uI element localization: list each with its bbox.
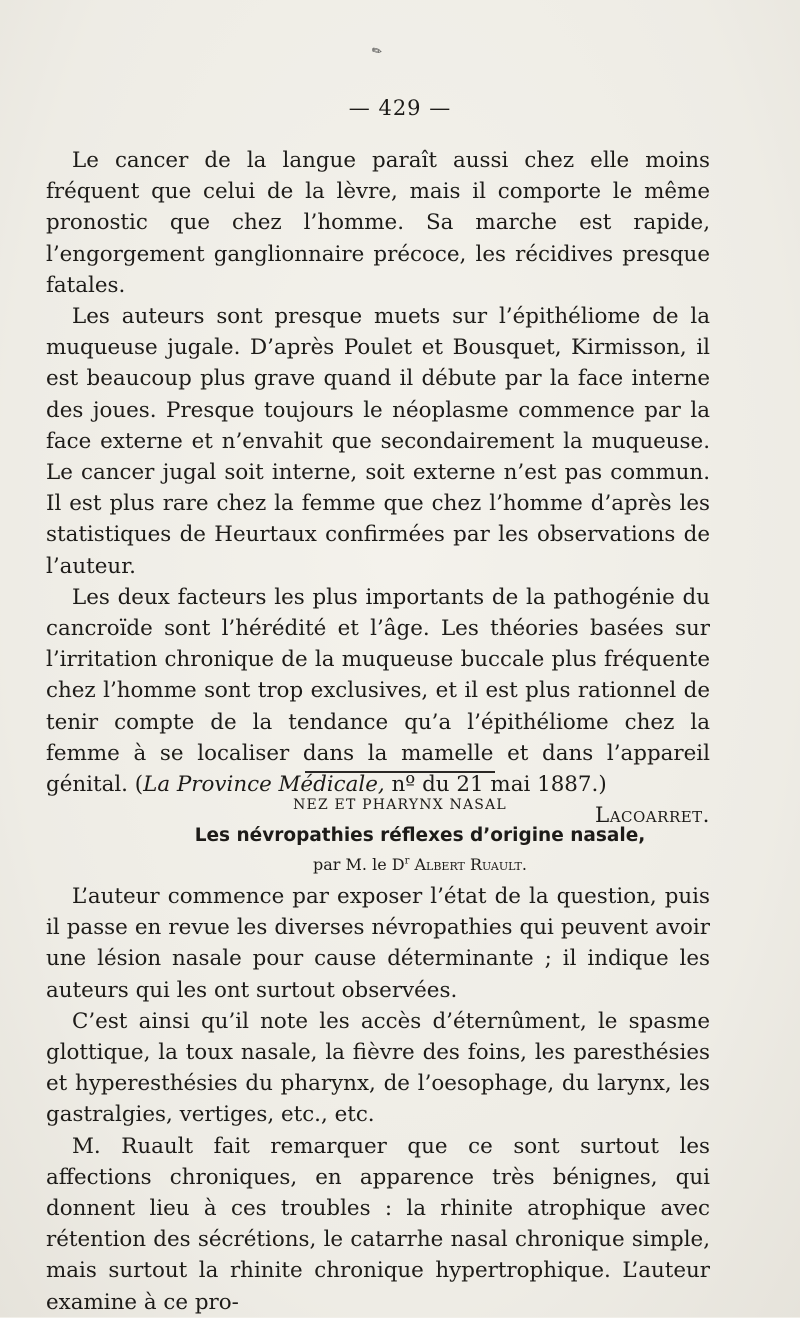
byline-prefix: par M. le D	[313, 855, 405, 874]
paragraph-muqueuse-jugale: Les auteurs sont presque muets sur l’épithéliome de la muqueuse jugale. D’après Poulet et Bousquet, Kirmisson, il est beaucoup plus grave quand il débute par la face interne des joues. Presque toujours le néoplasme commence par la face externe et n’envahit que secondairement la muqueuse. Le cancer jugal soit interne, soit externe n’est pas commun. Il est plus rare chez la femme que chez l’homme d’après les statistiques de Heurtaux confirmées par les observations de l’auteur.	[46, 304, 710, 579]
paragraph-auteur-expose: L’auteur commence par exposer l’état de la question, puis il passe en revue les diverses névropathies qui peuvent avoir une lésion nasale pour cause déterminante ; il indique les auteurs qui les ont surtout observées.	[46, 884, 710, 1003]
paragraph-pathogenie	[46, 582, 710, 832]
article-body-top	[46, 145, 710, 831]
citation-date: nº du 21 mai 1887.)	[391, 772, 607, 798]
citation-open: (	[134, 772, 144, 798]
article-body-bottom	[46, 881, 710, 1318]
paragraph-ruault: M. Ruault fait remarquer que ce sont surtout les affections chroniques, en apparence très bénignes, qui donnent lieu à ces troubles : la rhinite atrophique avec rétention des sécrétions, le catarrhe nasal chronique simple, mais surtout la rhinite chronique hypertrophique. L’auteur examine à ce pro-	[46, 1133, 710, 1315]
citation-journal: La Province Médicale,	[143, 772, 385, 798]
section-divider	[305, 771, 495, 773]
pathogenie-text: Les deux facteurs les plus importants de la pathogénie du cancroïde sont l’hérédité et l’âge. Les théories basées sur l’irritation chronique de la muqueuse buccale plus fréquente chez l’homme sont trop exclusives, et il est plus rationnel de tenir compte de la tendance qu’a l’épithéliome chez la femme à se localiser dans la mamelle et dans l’appareil génital.	[46, 584, 710, 798]
author-signature: Lacoarret.	[595, 803, 710, 829]
page-number: — 429 —	[348, 96, 452, 120]
section-heading: NEZ ET PHARYNX NASAL	[293, 797, 507, 813]
byline	[40, 855, 800, 874]
article-title: Les névropathies réflexes d’origine nasale,	[194, 825, 646, 846]
byline-author: Albert Ruault.	[414, 855, 527, 874]
paragraph-cancer-langue: Le cancer de la langue paraît aussi chez elle moins fréquent que celui de la lèvre, mais il comporte le même pronostic que chez l’homme. Sa marche est rapide, l’engorgement ganglionnaire précoce, les récidives presque fatales.	[46, 148, 710, 298]
ink-mark: ✎	[369, 42, 385, 60]
paragraph-acces: C’est ainsi qu’il note les accès d’éternûment, le spasme glottique, la toux nasale, la fièvre des foins, les paresthésies et hyperesthésies du pharynx, de l’oesophage, du larynx, les gastralgies, vertiges, etc., etc.	[46, 1008, 710, 1128]
byline-sup: r	[404, 855, 410, 867]
